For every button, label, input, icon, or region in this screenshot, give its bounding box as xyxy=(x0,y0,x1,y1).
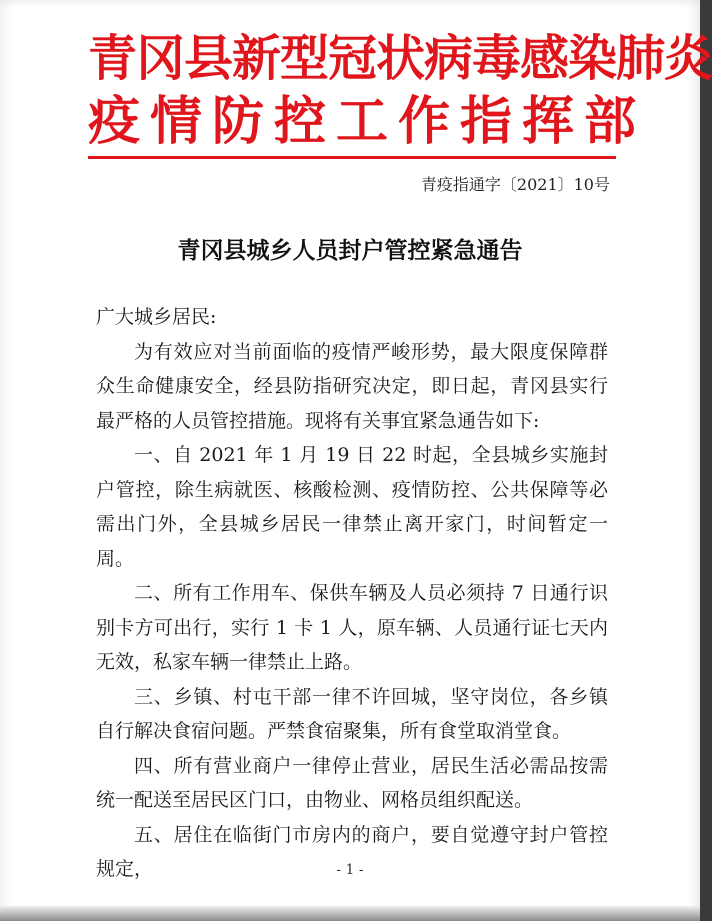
issuer-header-line1: 青冈县新型冠状病毒感染肺炎 xyxy=(88,29,712,87)
notice-body xyxy=(96,300,608,887)
red-divider-line xyxy=(88,156,616,159)
document-number: 青疫指通字〔2021〕10号 xyxy=(420,175,610,194)
paragraph-item-1: 一、自 2021 年 1 月 19 日 22 时起，全县城乡实施封户管控，除生病就医、核酸检测、疫情防控、公共保障等必需出门外，全县城乡居民一律禁止离开家门，时间暂定一周。 xyxy=(96,444,608,570)
page-edge-shadow xyxy=(0,906,700,921)
notice-title: 青冈县城乡人员封户管控紧急通告 xyxy=(177,237,523,264)
issuer-header-line2: 疫情防控工作指挥部 xyxy=(88,91,647,152)
page-number: - 1 - xyxy=(336,862,364,878)
paragraph-intro: 为有效应对当前面临的疫情严峻形势，最大限度保障群众生命健康安全，经县防指研究决定，即日起，青冈县实行最严格的人员管控措施。现将有关事宜紧急通告如下: xyxy=(96,340,608,432)
paragraph-item-3: 三、乡镇、村屯干部一律不许回城，坚守岗位，各乡镇自行解决食宿问题。严禁食宿聚集，所有食堂取消堂食。 xyxy=(96,685,608,742)
paragraph-item-4: 四、所有营业商户一律停止营业，居民生活必需品按需统一配送至居民区门口，由物业、网格员组织配送。 xyxy=(96,754,608,811)
salutation: 广大城乡居民: xyxy=(96,306,217,328)
paragraph-item-5: 五、居住在临街门市房内的商户，要自觉遵守封户管控规定， xyxy=(96,823,608,880)
paragraph-item-2: 二、所有工作用车、保供车辆及人员必须持 7 日通行识别卡方可出行，实行 1 卡 1 人，原车辆、人员通行证七天内无效，私家车辆一律禁止上路。 xyxy=(96,582,608,673)
